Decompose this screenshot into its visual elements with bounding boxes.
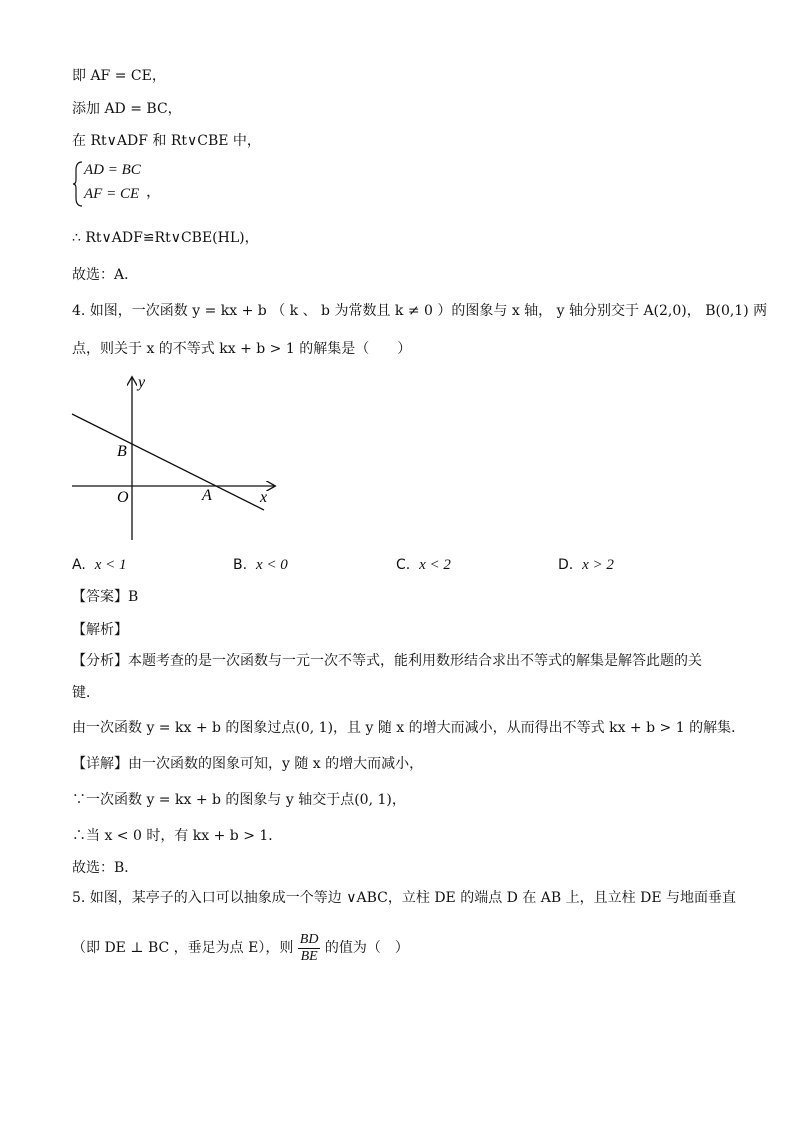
option-c[interactable]: C. x < 2 xyxy=(396,557,451,573)
question-4-stem-cont: 点，则关于 x 的不等式 kx + b > 1 的解集是（ ） xyxy=(72,341,412,357)
x-axis-label: x xyxy=(260,489,268,506)
option-a[interactable]: A. x < 1 xyxy=(72,557,127,573)
system-eq-2: AF = CE xyxy=(84,186,140,202)
origin-label: O xyxy=(117,489,129,506)
system-comma: ， xyxy=(146,182,162,200)
system-eq-1: AD = BC xyxy=(84,162,141,178)
fraction-bd-be: $\frac{BD}{BE}$ xyxy=(299,931,319,964)
function-line xyxy=(72,414,264,510)
point-a-label: A xyxy=(202,487,212,504)
detail-line-3: ∴当 x < 0 时，有 kx + b > 1． xyxy=(72,828,283,844)
question-4-stem: 4. 如图，一次函数 y = kx + b （ k 、 b 为常数且 k ≠ 0 ）的图象与 x 轴， y 轴分别交于 A(2,0)， B(0,1) 两 xyxy=(72,303,768,319)
analysis-title: 【解析】 xyxy=(72,622,128,638)
detail-line-4: 故选：B． xyxy=(72,860,139,876)
option-b[interactable]: B. x < 0 xyxy=(233,557,288,573)
option-d[interactable]: D. x > 2 xyxy=(558,557,614,573)
reasoning-line: 由一次函数 y = kx + b 的图象过点(0, 1)，且 y 随 x 的增大而减小，从而得出不等式 kx + b > 1 的解集． xyxy=(72,720,746,736)
text-line: 在 Rt∨ADF 和 Rt∨CBE 中， xyxy=(72,133,261,149)
text-line: 添加 AD = BC， xyxy=(72,101,182,117)
text-line: 故选：A． xyxy=(72,267,139,283)
detail-line-2: ∵一次函数 y = kx + b 的图象与 y 轴交于点(0, 1)， xyxy=(72,792,406,808)
left-brace xyxy=(72,160,84,208)
detail-line-1: 【详解】由一次函数的图象可知，y 随 x 的增大而减小， xyxy=(72,756,424,772)
answer-line: 【答案】B xyxy=(72,589,139,605)
analysis-line-cont: 键． xyxy=(72,685,100,701)
analysis-line: 【分析】本题考查的是一次函数与一元一次不等式，能利用数形结合求出不等式的解集是解答此题的关 xyxy=(72,653,702,669)
y-axis-label: y xyxy=(138,374,146,391)
question-5-stem: 5. 如图，某亭子的入口可以抽象成一个等边 ∨ABC，立柱 DE 的端点 D 在 AB 上，且立柱 DE 与地面垂直 xyxy=(72,890,736,906)
function-graph xyxy=(68,370,288,550)
text-line: 即 AF = CE， xyxy=(72,68,166,84)
question-5-stem-cont: （即 DE ⊥ BC ，垂足为点 E），则 $\frac{BD}{BE}$ 的值为（ ） xyxy=(72,931,409,964)
point-b-label: B xyxy=(117,443,127,460)
text-line: ∴ Rt∨ADF≌Rt∨CBE(HL)， xyxy=(72,230,259,246)
